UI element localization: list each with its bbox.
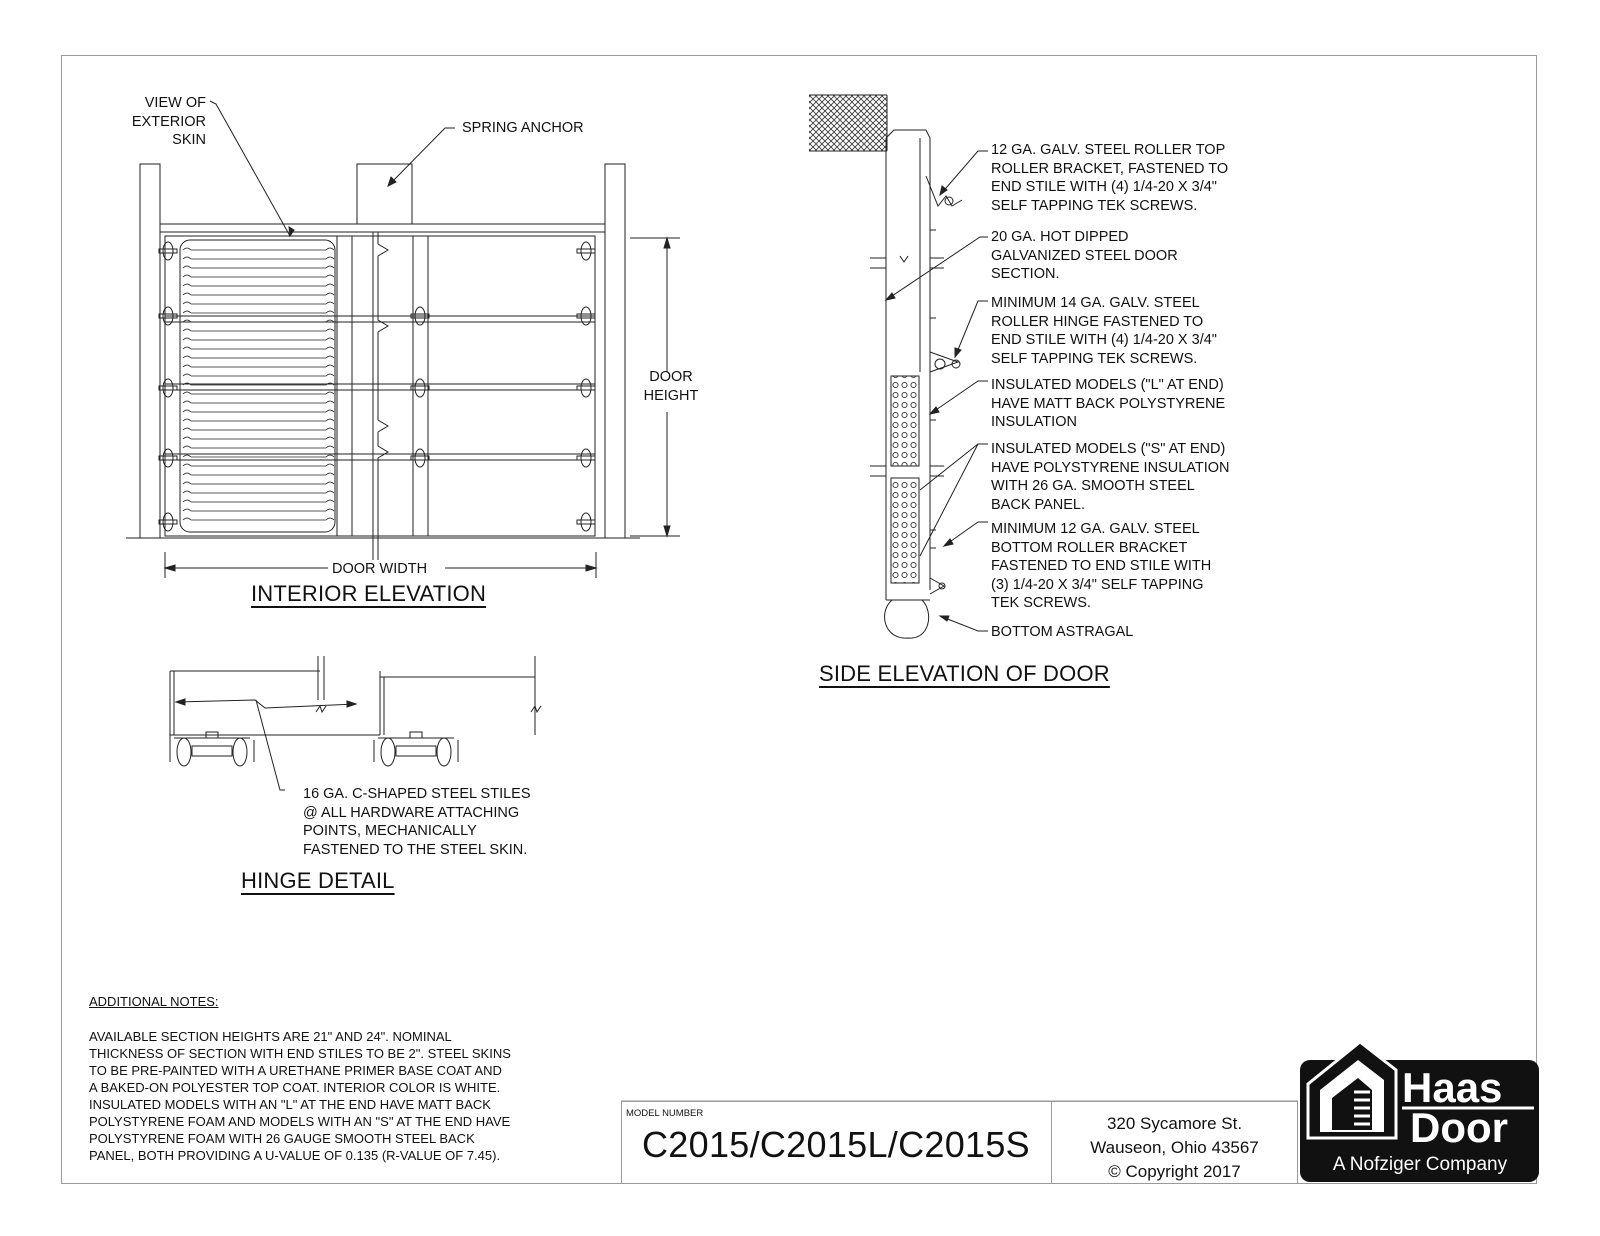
logo-door-text: Door <box>1410 1104 1508 1151</box>
bottom-bracket-callout: MINIMUM 12 GA. GALV. STEEL BOTTOM ROLLER BRACKET FASTENED TO END STILE WITH (3) 1/4-20 X 3/4" SELF TAPPING TEK SCREWS. <box>991 521 1212 611</box>
bottom-astragal-callout: BOTTOM ASTRAGAL <box>991 624 1134 640</box>
insulation-l-callout: INSULATED MODELS ("L" AT END) HAVE MATT BACK POLYSTYRENE INSULATION <box>991 377 1226 430</box>
additional-notes-heading: ADDITIONAL NOTES: <box>89 994 219 1009</box>
door-height-label: DOOR HEIGHT <box>643 369 699 404</box>
hinge-detail-title: HINGE DETAIL <box>241 868 395 893</box>
side-elevation-drawing <box>809 95 988 638</box>
interior-elevation-title: INTERIOR ELEVATION <box>251 581 487 606</box>
hinge-stile-note: 16 GA. C-SHAPED STEEL STILES @ ALL HARDWARE ATTACHING POINTS, MECHANICALLY FASTENED TO THE STEEL SKIN. <box>303 786 531 858</box>
insulation-s-callout: INSULATED MODELS ("S" AT END) HAVE POLYSTYRENE INSULATION WITH 26 GA. SMOOTH STEEL BACK PANEL. <box>991 441 1230 513</box>
company-address: 320 Sycamore St. Wauseon, Ohio 43567 © Copyright 2017 <box>1090 1114 1259 1181</box>
door-width-label: DOOR WIDTH <box>332 561 428 577</box>
logo-tagline: A Nofziger Company <box>1332 1154 1508 1175</box>
roller-hinge-callout: MINIMUM 14 GA. GALV. STEEL ROLLER HINGE FASTENED TO END STILE WITH (4) 1/4-20 X 3/4" SELF TAPPING TEK SCREWS. <box>991 295 1217 367</box>
additional-notes-body: AVAILABLE SECTION HEIGHTS ARE 21" AND 24". NOMINAL THICKNESS OF SECTION WITH END STILES TO BE 2". STEEL SKINS TO BE PRE-PAINTED WITH A URETHANE PRIMER BASE COAT AND A BAKED-ON POLYESTER TOP COAT. INTERIOR COLOR IS WHITE. INSULATED MODELS WITH AN "L" AT THE END HAVE MATT BACK POLYSTYRENE FOAM AND MODELS WITH AN "S" AT THE END HAVE POLYSTYRENE FOAM WITH 26 GAUGE SMOOTH STEEL BACK PANEL, BOTH PROVIDING A U-VALUE OF 0.135 (R-VALUE OF 7.45). <box>89 1029 511 1163</box>
model-number-box <box>621 1101 1052 1184</box>
model-number: C2015/C2015L/C2015S <box>642 1124 1030 1165</box>
spring-anchor-label: SPRING ANCHOR <box>462 120 584 136</box>
model-number-label: MODEL NUMBER <box>626 1108 704 1119</box>
side-elevation-title: SIDE ELEVATION OF DOOR <box>819 661 1110 686</box>
door-section-callout: 20 GA. HOT DIPPED GALVANIZED STEEL DOOR SECTION. <box>991 229 1178 282</box>
view-of-exterior-skin-label: VIEW OF EXTERIOR SKIN <box>131 95 206 148</box>
interior-elevation-drawing <box>126 101 680 578</box>
hinge-detail-drawing <box>170 656 541 790</box>
haas-door-logo <box>1298 1042 1541 1184</box>
logo-haas-text: Haas <box>1402 1064 1503 1111</box>
top-bracket-callout: 12 GA. GALV. STEEL ROLLER TOP ROLLER BRACKET, FASTENED TO END STILE WITH (4) 1/4-20 X 3/4" SELF TAPPING TEK SCREWS. <box>991 142 1229 214</box>
address-box <box>1052 1101 1298 1184</box>
